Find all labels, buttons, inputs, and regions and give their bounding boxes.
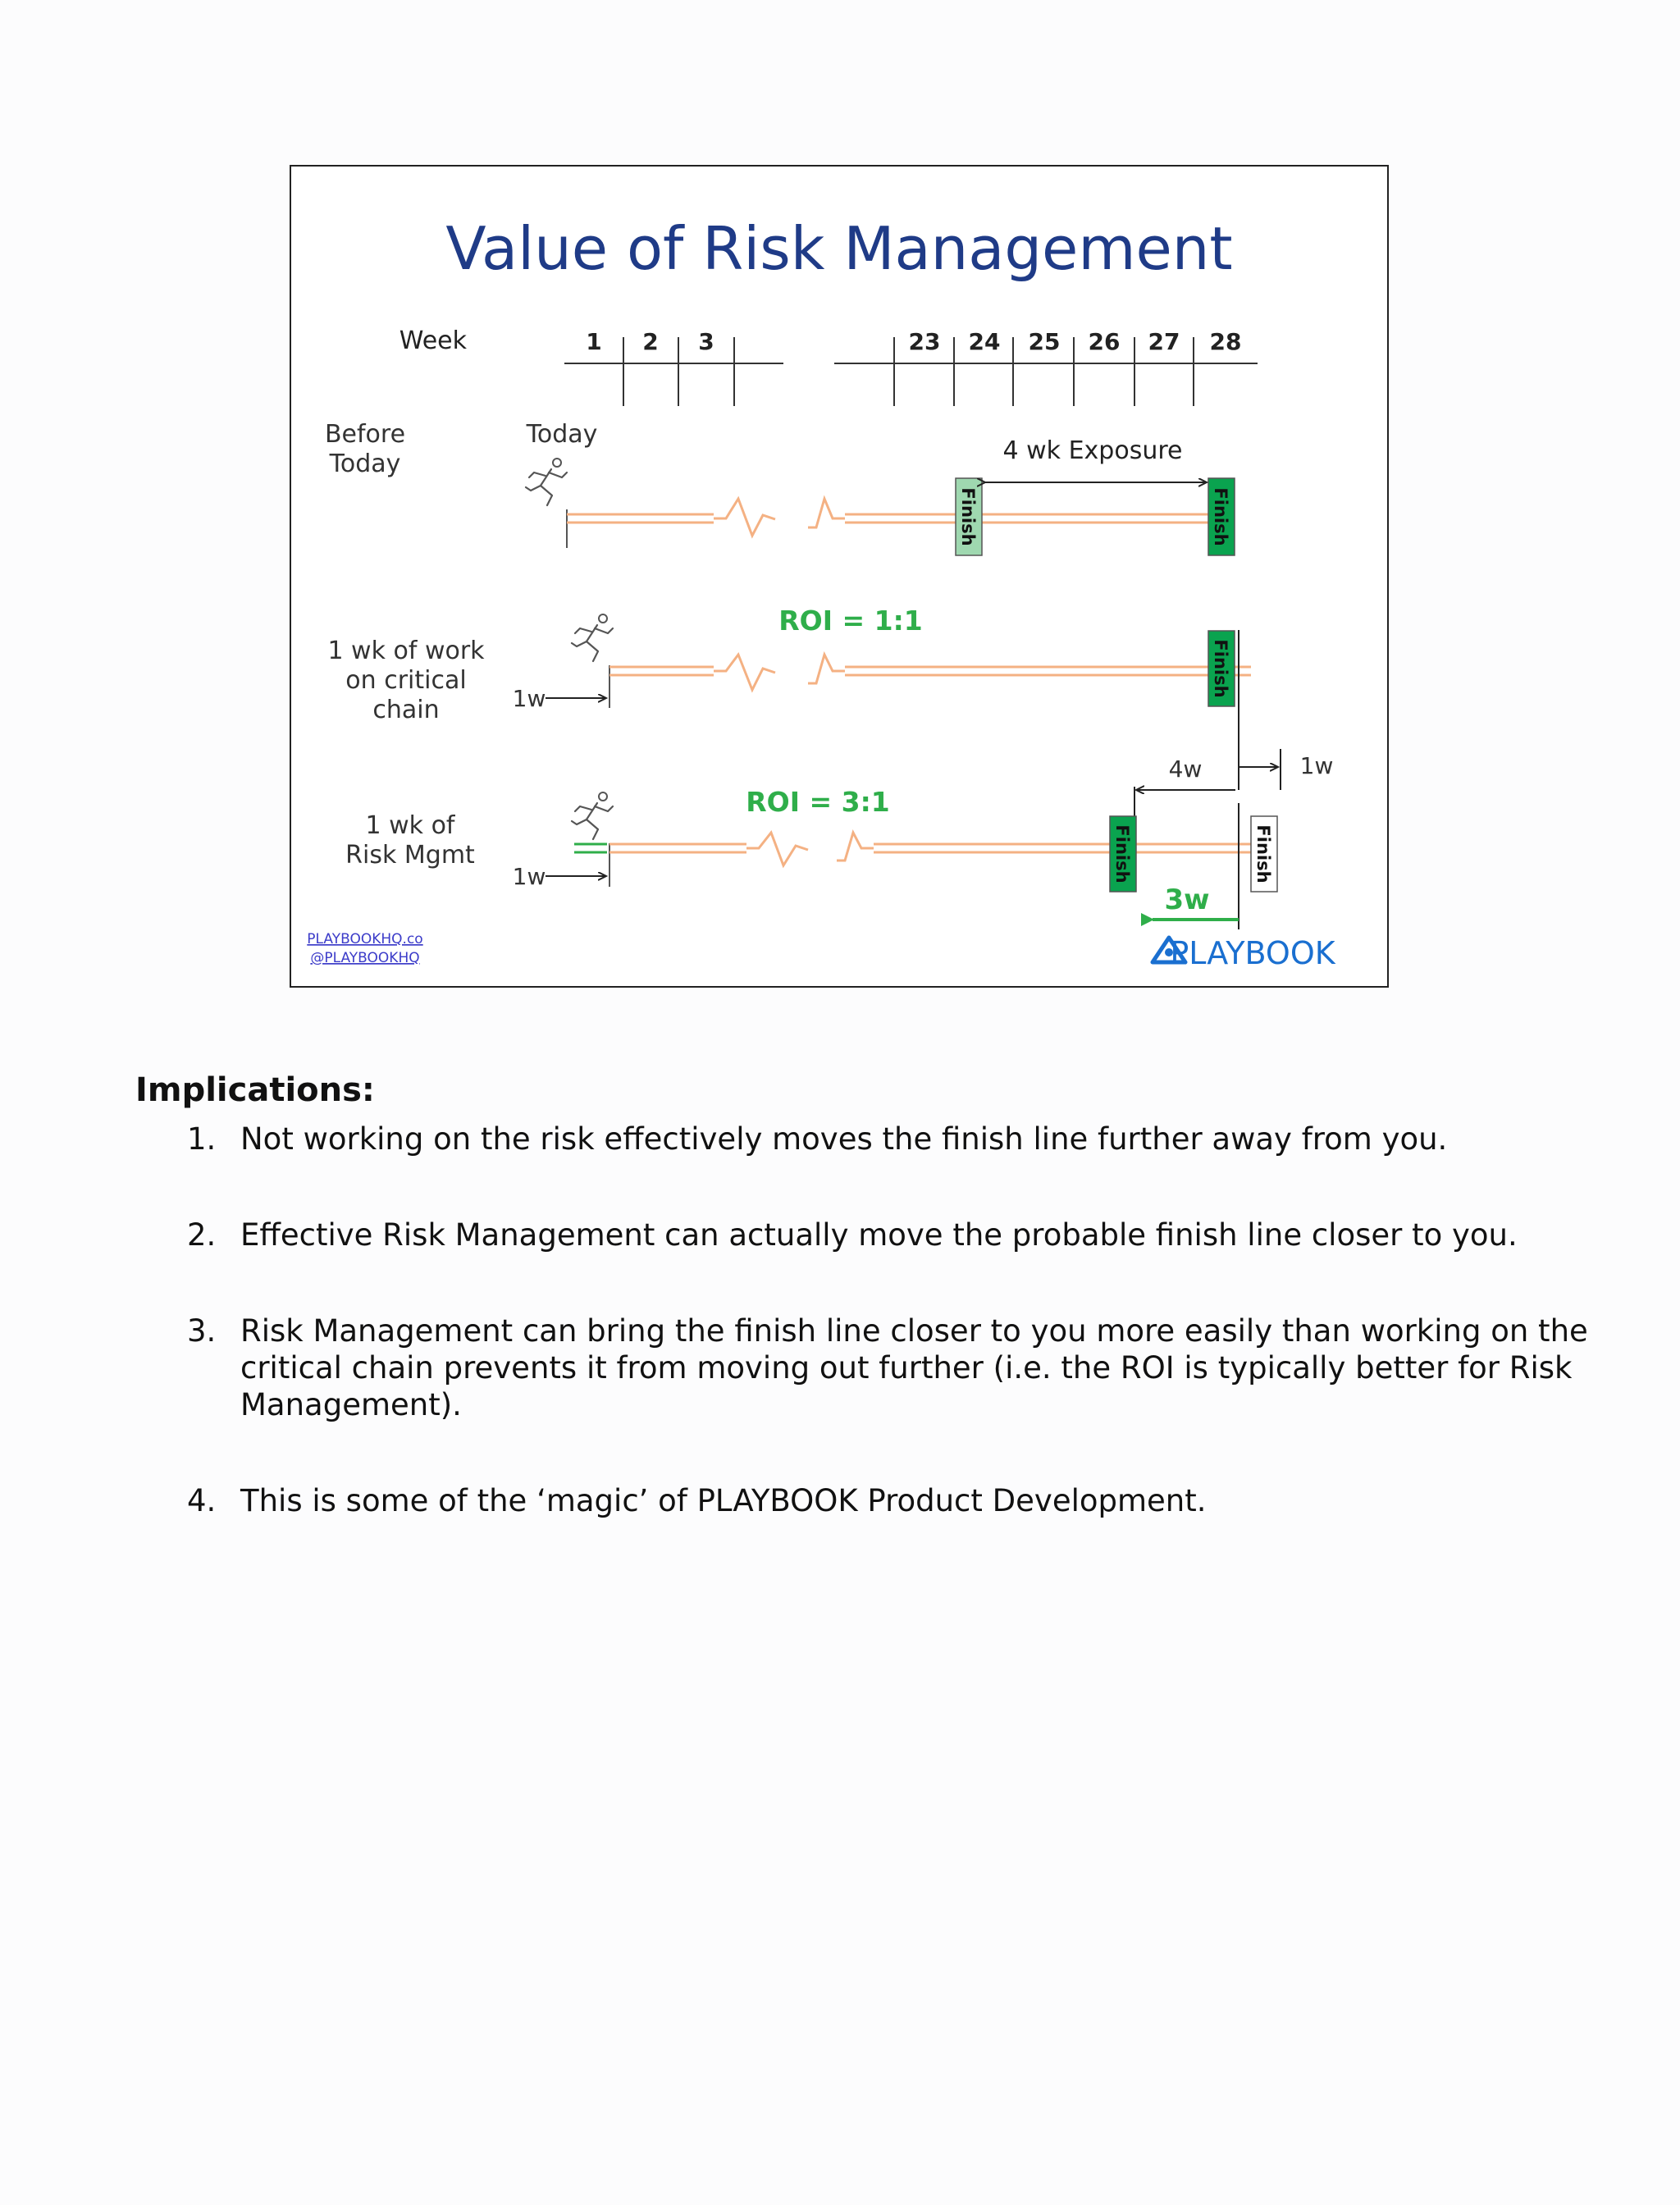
finish-label: Finish: [1211, 487, 1230, 546]
implication-item: [0, 1121, 1680, 1157]
figure-canvas: [291, 167, 1387, 986]
item-text: Risk Management can bring the finish line closer to you more easily than working on the critical chain prevents it from moving out further (i.e. the ROI is typically better for Risk Management).: [240, 1313, 1588, 1422]
four-week-label: 4w: [1168, 756, 1203, 783]
row-label-line: Risk Mgmt: [345, 841, 475, 870]
finish-label: Finish: [1253, 824, 1273, 883]
one-week-label: 1w: [512, 685, 546, 712]
social-link[interactable]: @PLAYBOOKHQ: [310, 950, 420, 966]
item-number: 2.: [187, 1217, 217, 1253]
item-number: 1.: [187, 1121, 217, 1157]
week-number: 24: [968, 328, 1001, 355]
week-number: 23: [908, 328, 941, 355]
item-text: Effective Risk Management can actually move the probable finish line closer to you.: [240, 1217, 1518, 1253]
week-number: 25: [1028, 328, 1061, 355]
item-text: This is some of the ‘magic’ of PLAYBOOK Product Development.: [240, 1483, 1207, 1518]
implication-item: [0, 1482, 1680, 1519]
week-number: 1: [586, 328, 602, 355]
today-label: Today: [526, 420, 598, 449]
row-label-line: 1 wk of work: [327, 637, 485, 665]
runner-icon: [572, 792, 613, 839]
website-link[interactable]: PLAYBOOKHQ.co: [307, 931, 423, 947]
timeline-row-1: [567, 499, 1218, 536]
row-label-line: Before: [324, 420, 406, 449]
item-number: 4.: [187, 1483, 217, 1518]
row-label-line: Today: [329, 450, 401, 478]
row-label-line: 1 wk of: [365, 811, 455, 840]
week-label: Week: [399, 326, 467, 355]
one-week-label: 1w: [1299, 752, 1334, 779]
implication-item: [0, 1217, 1680, 1253]
finish-label: Finish: [958, 487, 978, 546]
week-number: 28: [1209, 328, 1242, 355]
roi-label: ROI = 3:1: [746, 786, 890, 818]
implications-list: [0, 1121, 1680, 1519]
three-week-label: 3w: [1164, 883, 1210, 916]
item-text: Not working on the risk effectively moves the finish line further away from you.: [240, 1121, 1448, 1157]
timeline-row-2: [609, 655, 1251, 690]
runner-icon: [572, 614, 613, 661]
row-label-line: chain: [372, 696, 440, 724]
implications-heading: Implications:: [135, 1071, 375, 1109]
timeline-row-3: [609, 833, 1251, 865]
week-number: 27: [1148, 328, 1180, 355]
row-label-line: on critical: [345, 666, 467, 695]
one-week-label: 1w: [512, 863, 546, 890]
finish-label: Finish: [1112, 824, 1132, 883]
week-number: 26: [1088, 328, 1121, 355]
week-number: 2: [642, 328, 659, 355]
finish-label: Finish: [1211, 639, 1230, 698]
week-number: 3: [698, 328, 714, 355]
item-number: 3.: [187, 1313, 217, 1349]
brand-name: PLAYBOOK: [1170, 935, 1335, 971]
exposure-label: 4 wk Exposure: [1002, 436, 1183, 465]
roi-label: ROI = 1:1: [778, 605, 923, 637]
runner-icon: [526, 459, 567, 505]
implication-item: [0, 1312, 1680, 1423]
risk-management-figure: [290, 165, 1389, 988]
figure-title: Value of Risk Management: [445, 214, 1233, 283]
